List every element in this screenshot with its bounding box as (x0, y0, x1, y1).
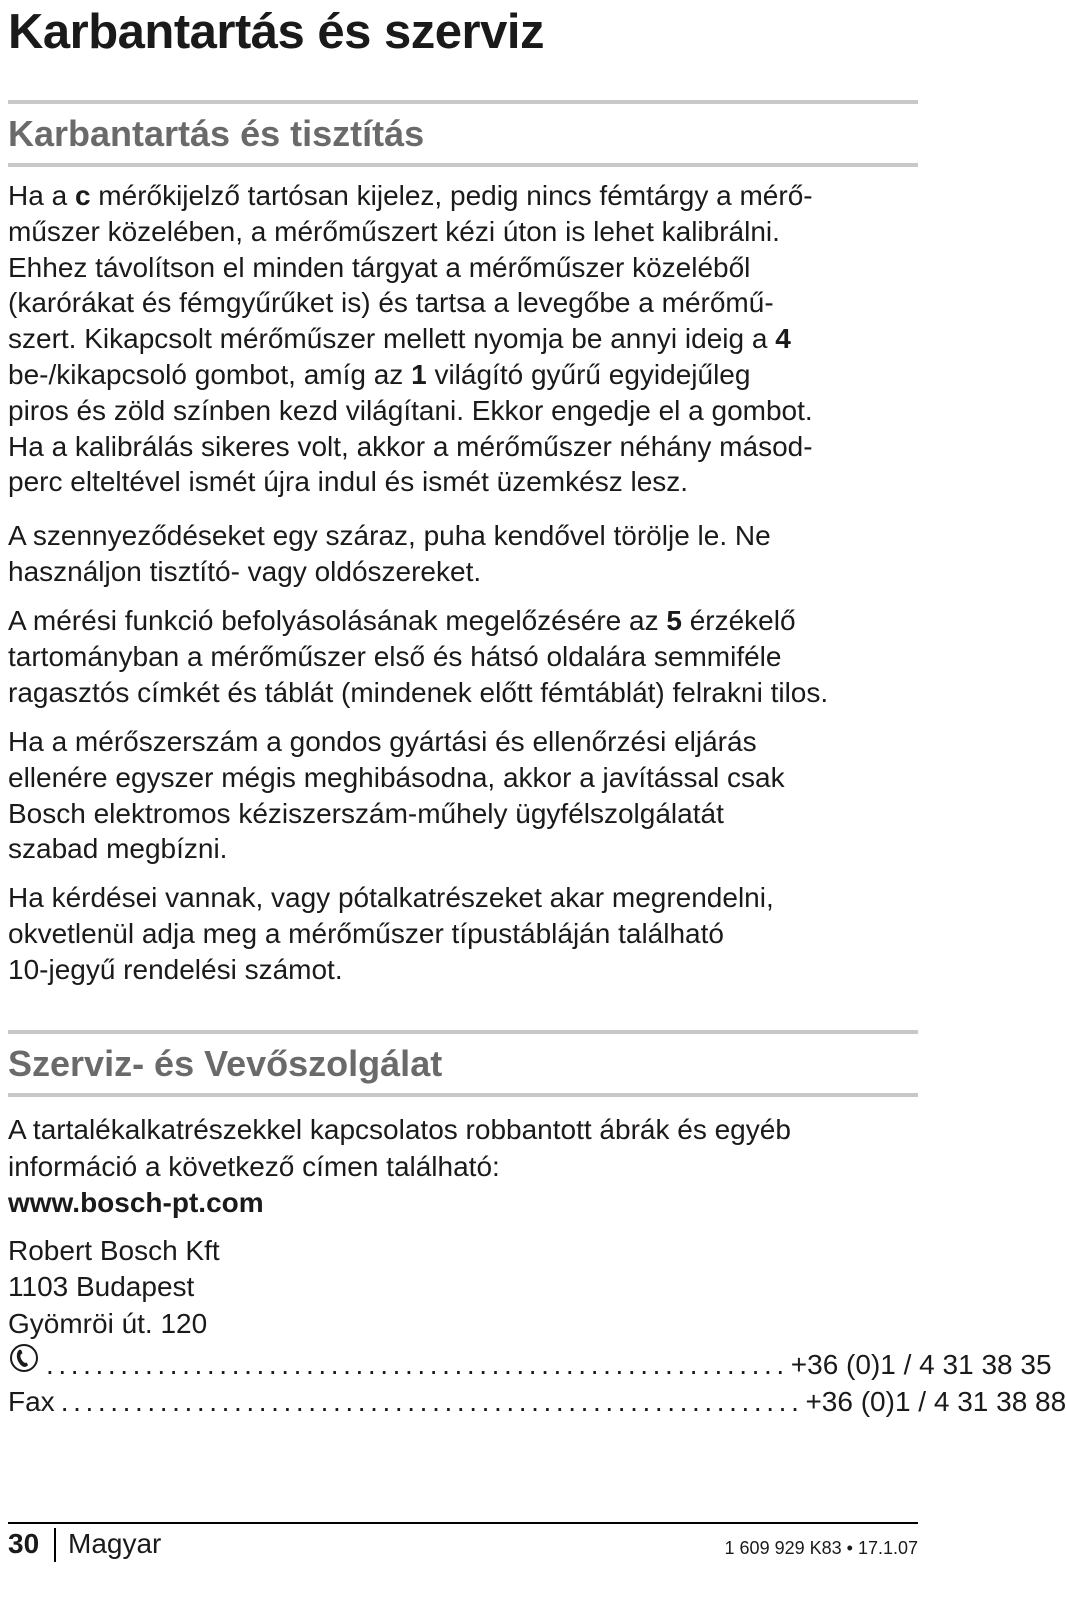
callout-number: 5 (666, 605, 682, 636)
text-line: Ha a c mérőkijelző tartósan kijelez, pedig nincs fémtárgy a mérő- (8, 180, 813, 211)
fax-number: +36 (0)1 / 4 31 38 88 (805, 1385, 1066, 1417)
footer-separator (54, 1528, 56, 1562)
phone-number: +36 (0)1 / 4 31 38 35 (790, 1349, 1052, 1380)
paragraph-cleaning (8, 518, 923, 590)
text-line: 10-jegyű rendelési számot. (8, 953, 343, 985)
paragraph-labels-warning (8, 603, 923, 710)
text-line: be-/kikapcsoló gombot, amíg az 1 világító gyűrű egyidejűleg (8, 358, 751, 390)
text-line: Ha kérdései vannak, vagy pótalkatrészeket akar megrendelni, (8, 882, 774, 913)
paragraph-repair (8, 724, 923, 867)
page-heading: Karbantartás és szerviz (8, 5, 544, 59)
phone-row (8, 1342, 1052, 1384)
divider (8, 1030, 918, 1034)
text-line: Ha a kalibrálás sikeres volt, akkor a mérőműszer néhány másod- (8, 430, 813, 462)
text-line: (karórákat és fémgyűrűket is) és tartsa a levegőbe a mérőmű- (8, 287, 774, 319)
fax-label: Fax (8, 1385, 55, 1417)
footer-language: Magyar (68, 1528, 162, 1559)
fax-row (8, 1384, 1066, 1421)
text-line: ragasztós címkét és táblát (mindenek előtt fémtáblát) felrakni tilos. (8, 676, 829, 708)
text-line: tartományban a mérőműszer első és hátsó oldalára semmiféle (8, 640, 782, 672)
paragraph-calibration (8, 178, 923, 500)
section-title-maintenance: Karbantartás és tisztítás (8, 113, 425, 154)
divider (8, 1093, 918, 1097)
service-info (8, 1112, 1066, 1420)
dot-leader: ............................................................ (60, 1385, 804, 1417)
text-line: Ha a mérőszerszám a gondos gyártási és ellenőrzési eljárás (8, 726, 757, 757)
text-line: használjon tisztító- vagy oldószereket. (8, 555, 482, 587)
text-line: Ehhez távolítson el minden tárgyat a mérőműszer közeléből (8, 251, 751, 283)
text-line: szabad megbízni. (8, 833, 228, 865)
text-line: ellenére egyszer mégis meghibásodna, akkor a javítással csak (8, 761, 785, 793)
company-name: Robert Bosch Kft (8, 1234, 220, 1266)
service-intro-line: A tartalékalkatrészekkel kapcsolatos robbantott ábrák és egyéb (8, 1114, 791, 1145)
text-line: okvetlenül adja meg a mérőműszer típustábláján található (8, 917, 724, 949)
page-footer (8, 1528, 918, 1568)
callout-number: 4 (775, 323, 791, 355)
divider (8, 163, 918, 167)
text-line: A szennyeződéseket egy száraz, puha kendővel törölje le. Ne (8, 520, 771, 551)
text-line: perc elteltével ismét újra indul és ismét üzemkész lesz. (8, 466, 689, 498)
page-number: 30 (8, 1528, 40, 1559)
footer-divider (8, 1522, 918, 1524)
text-line: piros és zöld színben kezd világítani. Ekkor engedje el a gombot. (8, 394, 813, 426)
paragraph-spare-parts (8, 880, 923, 987)
dot-leader: ............................................................ (46, 1349, 789, 1380)
text-line: Bosch elektromos kéziszerszám-műhely ügyfélszolgálatát (8, 797, 724, 829)
text-line: szert. Kikapcsolt mérőműszer mellett nyomja be annyi ideig a 4 (8, 323, 791, 355)
callout-number: c (74, 180, 91, 211)
text-line: műszer közelében, a mérőműszert kézi úton is lehet kalibrálni. (8, 215, 780, 247)
phone-icon (8, 1342, 40, 1374)
service-intro-line: információ a következő címen található: (8, 1150, 500, 1182)
document-reference: 1 609 929 K83 • 17.1.07 (724, 1538, 918, 1558)
text-line: A mérési funkció befolyásolásának megelőzésére az 5 érzékelő (8, 605, 796, 636)
address-street: Gyömröi út. 120 (8, 1307, 208, 1339)
website-link[interactable]: www.bosch-pt.com (8, 1187, 264, 1218)
divider (8, 100, 918, 104)
section-title-service: Szerviz- és Vevőszolgálat (8, 1043, 443, 1084)
callout-number: 1 (411, 358, 427, 390)
address-city: 1103 Budapest (8, 1271, 195, 1302)
